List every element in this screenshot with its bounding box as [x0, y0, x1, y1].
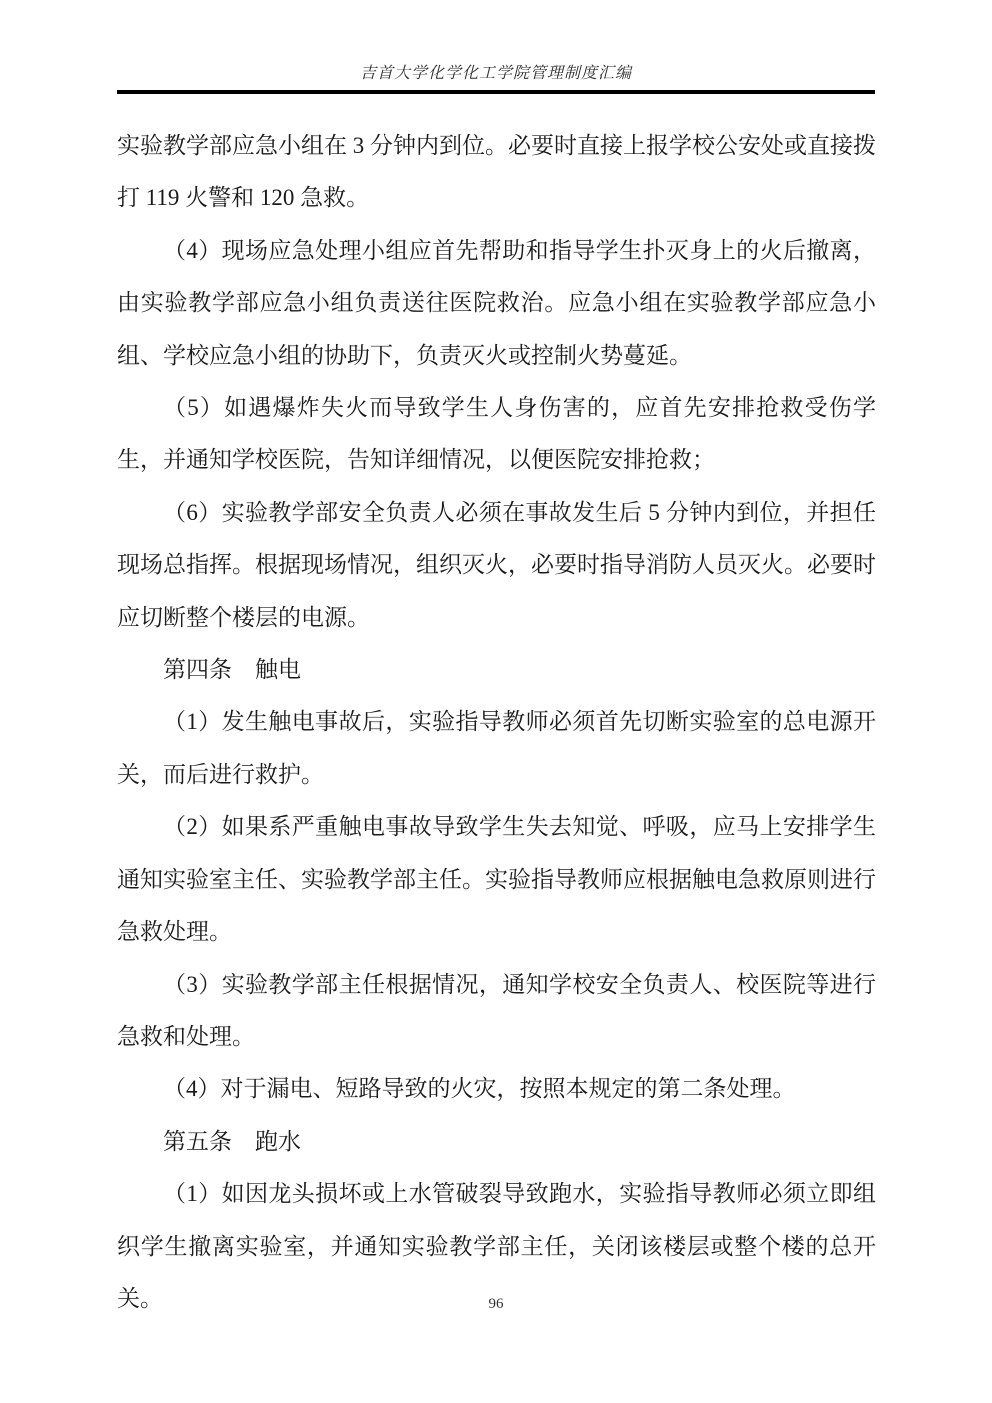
paragraph-shock-item-1: （1）发生触电事故后，实验指导教师必须首先切断实验室的总电源开关，而后进行救护。: [117, 709, 876, 787]
page-header: [0, 0, 992, 94]
paragraph-fire-item-6: （6）实验教学部安全负责人必须在事故发生后 5 分钟内到位，并担任现场总指挥。根据现场情况，组织灭火，必要时指导消防人员灭火。必要时应切断整个楼层的电源。: [117, 499, 876, 630]
paragraph-water-item-1: （1）如因龙头损坏或上水管破裂导致跑水，实验指导教师必须立即组织学生撤离实验室，并通知实验教学部主任，关闭该楼层或整个楼的总开关。: [117, 1181, 876, 1311]
paragraph-fire-continuation: 实验教学部应急小组在 3 分钟内到位。必要时直接上报学校公安处或直接拨打 119 火警和 120 急救。: [117, 133, 876, 211]
page-footer: [0, 1296, 992, 1313]
paragraph-shock-item-2: （2）如果系严重触电事故导致学生失去知觉、呼吸，应马上安排学生通知实验室主任、实验教学部主任。实验指导教师应根据触电急救原则进行急救处理。: [117, 814, 876, 945]
paragraph-shock-item-4: （4）对于漏电、短路导致的火灾，按照本规定的第二条处理。: [163, 1076, 796, 1102]
paragraph-fire-item-4: （4）现场应急处理小组应首先帮助和指导学生扑灭身上的火后撤离，由实验教学部应急小组负责送往医院救治。应急小组在实验教学部应急小组、学校应急小组的协助下，负责灭火或控制火势蔓延。: [117, 237, 876, 368]
section-heading-article-5-water-leak: 第五条 跑水: [163, 1128, 301, 1154]
header-title: 吉首大学化学化工学院管理制度汇编: [359, 65, 632, 82]
document-body: [117, 120, 876, 1325]
section-heading-article-4-electric-shock: 第四条 触电: [163, 657, 301, 683]
paragraph-fire-item-5: （5）如遇爆炸失火而导致学生人身伤害的，应首先安排抢救受伤学生，并通知学校医院，告知详细情况，以便医院安排抢救；: [117, 395, 876, 473]
paragraph-shock-item-3: （3）实验教学部主任根据情况，通知学校安全负责人、校医院等进行急救和处理。: [117, 971, 876, 1049]
header-rule: [117, 90, 875, 94]
page-number: 96: [488, 1296, 504, 1312]
